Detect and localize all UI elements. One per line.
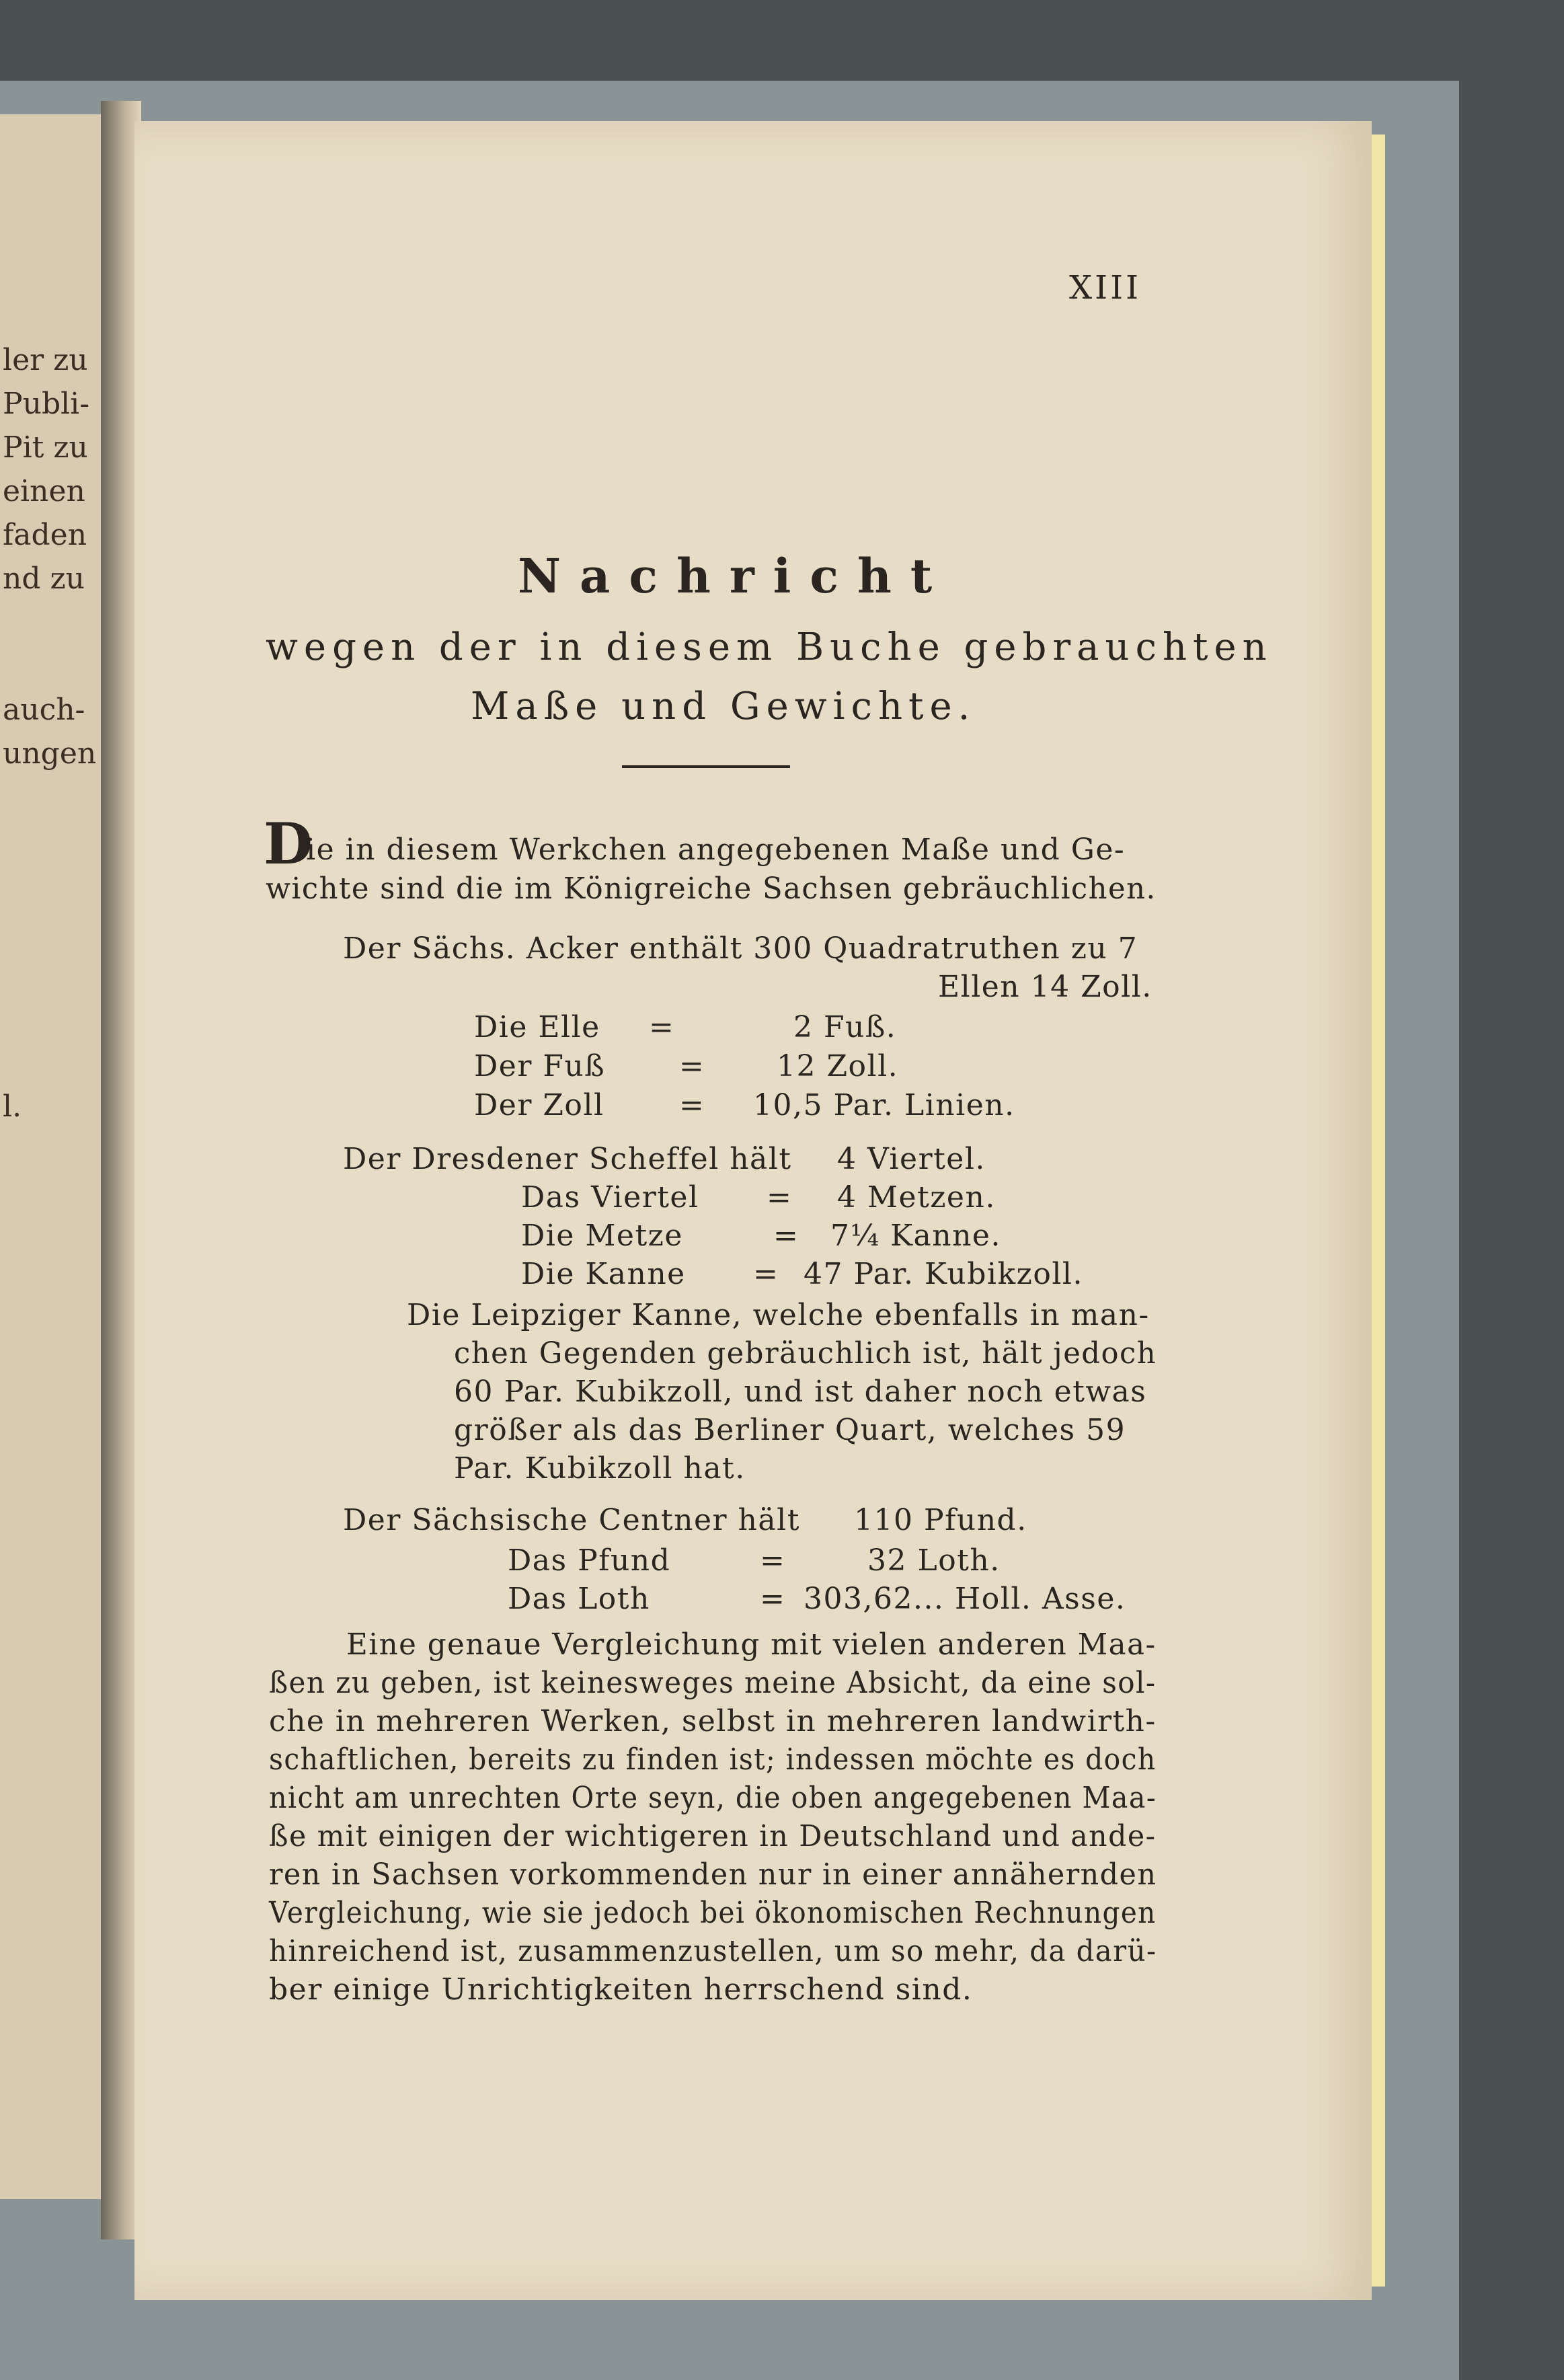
drop-cap: D (264, 810, 313, 877)
table-mark: = (767, 1180, 793, 1215)
table-label: Der Fuß (474, 1049, 606, 1083)
table-value: 12 Zoll. (777, 1049, 899, 1083)
table-label: Das Loth (508, 1582, 650, 1616)
body-line: ße mit einigen der wichtigeren in Deutschland und ande- (269, 1819, 1157, 1853)
left-fragment: Pit zu (3, 430, 88, 465)
table-mark: = (773, 1219, 799, 1253)
table-value: 4 Viertel. (837, 1142, 986, 1176)
table-value: 2 Fuß. (793, 1010, 897, 1044)
body-line: che in mehreren Werken, selbst in mehreren landwirth- (269, 1704, 1157, 1738)
table-value: 10,5 Par. Linien. (753, 1088, 1015, 1122)
table-value: 47 Par. Kubikzoll. (804, 1257, 1083, 1291)
table-mark: = (760, 1543, 786, 1578)
table-value: 32 Loth. (867, 1543, 1001, 1578)
table-label: Das Pfund (508, 1543, 671, 1578)
body-line: größer als das Berliner Quart, welches 59 (454, 1413, 1126, 1447)
left-fragment: Publi- (3, 387, 90, 421)
left-page-edge (0, 114, 118, 2199)
table-label: Die Elle (474, 1010, 600, 1044)
table-label: Der Zoll (474, 1088, 604, 1122)
page-title: Nachricht (518, 548, 951, 604)
page-edge (1372, 135, 1385, 2287)
page-number: XIII (1069, 269, 1142, 307)
body-line: ie in diesem Werkchen angegebenen Maße und Ge- (306, 833, 1126, 867)
left-fragment: faden (3, 518, 87, 552)
table-label: Das Viertel (521, 1180, 699, 1215)
table-mark: = (649, 1010, 675, 1044)
table-label: Die Metze (521, 1219, 683, 1253)
body-line: ber einige Unrichtigkeiten herrschend sind. (269, 1972, 973, 2007)
body-line: schaftlichen, bereits zu finden ist; indessen möchte es doch (269, 1742, 1157, 1777)
body-line: Die Leipziger Kanne, welche ebenfalls in man- (407, 1298, 1150, 1332)
table-value: 110 Pfund. (854, 1503, 1027, 1537)
body-line: Ellen 14 Zoll. (938, 970, 1152, 1004)
body-line: ßen zu geben, ist keinesweges meine Absicht, da eine sol- (269, 1666, 1157, 1700)
left-fragment: nd zu (3, 562, 85, 596)
table-mark: = (760, 1582, 786, 1616)
body-line: Eine genaue Vergleichung mit vielen anderen Maa- (346, 1627, 1157, 1662)
body-line: 60 Par. Kubikzoll, und ist daher noch etwas (454, 1375, 1147, 1409)
body-line: Der Sächs. Acker enthält 300 Quadratruthen zu 7 (343, 931, 1138, 966)
left-fragment: ungen (3, 736, 97, 771)
table-mark: = (753, 1257, 779, 1291)
table-value: 7¼ Kanne. (830, 1219, 1001, 1253)
body-line: ren in Sachsen vorkommenden nur in einer annähernden (269, 1857, 1157, 1892)
table-label: Der Sächsische Centner hält (343, 1503, 800, 1537)
left-fragment: auch- (3, 693, 85, 727)
table-label: Der Dresdener Scheffel hält (343, 1142, 792, 1176)
body-line: wichte sind die im Königreiche Sachsen gebräuchlichen. (266, 872, 1157, 906)
table-label: Die Kanne (521, 1257, 686, 1291)
body-line: nicht am unrechten Orte seyn, die oben angegebenen Maa- (269, 1781, 1157, 1815)
left-fragment: l. (3, 1089, 22, 1124)
body-line: hinreichend ist, zusammenzustellen, um so mehr, da darü- (269, 1934, 1157, 1968)
table-mark: = (679, 1049, 705, 1083)
subtitle-line: Maße und Gewichte. (471, 685, 976, 728)
body-line: chen Gegenden gebräuchlich ist, hält jedoch (454, 1336, 1157, 1371)
table-value: 4 Metzen. (837, 1180, 996, 1215)
table-value: 303,62... Holl. Asse. (804, 1582, 1126, 1616)
subtitle-line: wegen der in diesem Buche gebrauchten (266, 625, 1273, 669)
body-line: Par. Kubikzoll hat. (454, 1451, 746, 1486)
left-fragment: einen (3, 474, 85, 508)
left-fragment: ler zu (3, 343, 88, 377)
body-line: Vergleichung, wie sie jedoch bei ökonomischen Rechnungen (269, 1896, 1157, 1930)
title-rule (622, 765, 790, 768)
table-mark: = (679, 1088, 705, 1122)
